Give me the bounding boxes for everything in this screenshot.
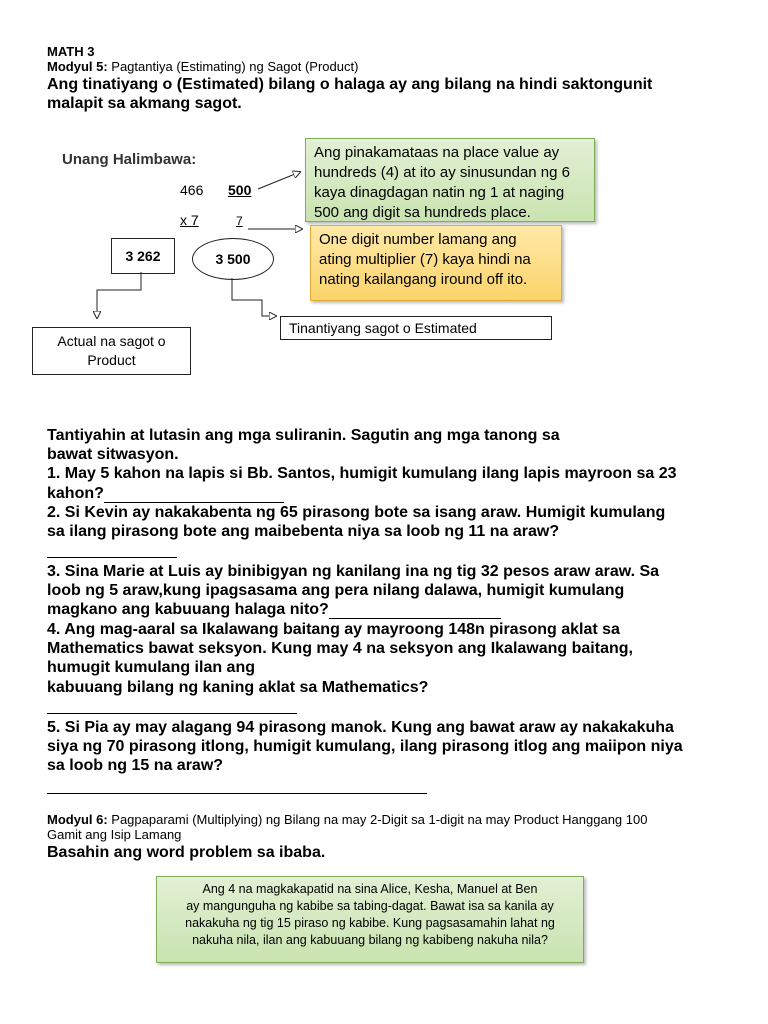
- question-line: Mathematics bawat seksyon. Kung may 4 na seksyon ang Ikalawang baitang,: [47, 640, 633, 657]
- actual-value-box: 3 262: [111, 238, 175, 274]
- question-text: kahon?: [47, 485, 104, 502]
- estimated-label-box: Tinantiyang sagot o Estimated: [280, 316, 552, 340]
- answer-blank-1[interactable]: [104, 486, 284, 503]
- question-line: sa ilang pirasong bote ang maibebenta niya sa loob ng 11 na araw?: [47, 523, 560, 540]
- green-note-line: hundreds (4) at ito ay sinusundan ng 6: [314, 164, 571, 181]
- exercise-instructions-2: bawat sitwasyon.: [47, 446, 179, 463]
- modul6-instruction: Basahin ang word problem sa ibaba.: [47, 844, 326, 861]
- actual-label-line1: Actual na sagot o: [57, 333, 166, 349]
- word-problem-line: nakuha nila, ilan ang kabuuang bilang ng kabibeng nakuha nila?: [192, 933, 548, 947]
- question-line: 5. Si Pia ay may alagang 94 pirasong manok. Kung ang bawat araw ay nakakakuha: [47, 719, 674, 736]
- example-rounded1: 500: [228, 182, 252, 198]
- question-line: 2. Si Kevin ay nakakabenta ng 65 pirasong bote sa isang araw. Humigit kumulang: [47, 504, 666, 521]
- example-arrows: [0, 0, 768, 400]
- question-line: kabuuang bilang ng kaning aklat sa Mathematics?: [47, 679, 429, 696]
- answer-blank-5[interactable]: [47, 793, 427, 794]
- arrow-to-estimated-label: [232, 278, 276, 316]
- example-num1: 466: [180, 182, 204, 198]
- answer-blank-3[interactable]: [329, 602, 501, 619]
- question-line: 1. May 5 kahon na lapis si Bb. Santos, humigit kumulang ilang lapis mayroon sa 23: [47, 465, 677, 482]
- intro-line-2: malapit sa akmang sagot.: [47, 95, 242, 112]
- modul6-label: Modyul 6:: [47, 812, 108, 827]
- estimated-value-ellipse: 3 500: [192, 238, 274, 280]
- answer-blank-4[interactable]: [47, 713, 297, 714]
- question-text: magkano ang kabuuang halaga nito?: [47, 601, 329, 618]
- example-mult: x 7: [180, 212, 199, 228]
- green-note-line: Ang pinakamataas na place value ay: [314, 144, 560, 161]
- question-line: humugit kumulang ilan ang: [47, 659, 255, 676]
- subject-title: MATH 3: [47, 44, 95, 59]
- word-problem-line: ay mangunguha ng kabibe sa tabing-dagat. Bawat isa sa kanila ay: [186, 899, 554, 913]
- arrow-to-green-note: [258, 172, 300, 189]
- exercise-instructions-1: Tantiyahin at lutasin ang mga suliranin. Sagutin ang mga tanong sa: [47, 427, 560, 444]
- intro-line-1: Ang tinatiyang o (Estimated) bilang o halaga ay ang bilang na hindi saktongunit: [47, 76, 653, 93]
- arrow-to-actual-label: [97, 272, 141, 318]
- actual-label-line2: Product: [87, 352, 136, 368]
- question-line: 3. Sina Marie at Luis ay binibigyan ng kanilang ina ng tig 32 pesos araw araw. Sa: [47, 563, 660, 580]
- modul6-title-1: Pagpaparami (Multiplying) ng Bilang na may 2-Digit sa 1-digit na may Product Hanggang 100: [107, 812, 648, 827]
- word-problem-line: Ang 4 na magkakapatid na sina Alice, Kesha, Manuel at Ben: [202, 882, 538, 896]
- green-note-line: 500 ang digit sa hundreds place.: [314, 204, 531, 221]
- word-problem-line: nakakuha ng tig 15 piraso ng kabibe. Kung pagsasamahin lahat ng: [185, 916, 555, 930]
- example-mult-rounded: 7: [236, 214, 243, 228]
- question-line: [47, 600, 501, 619]
- question-line: 4. Ang mag-aaral sa Ikalawang baitang ay mayroong 148n pirasong aklat sa: [47, 621, 620, 638]
- question-line: sa loob ng 15 na araw?: [47, 757, 224, 774]
- question-line: loob ng 5 araw,kung ipagsasama ang pera nilang dalawa, humigit kumulang: [47, 582, 625, 599]
- modul6-heading: [47, 812, 647, 827]
- modul6-title-2: Gamit ang Isip Lamang: [47, 827, 182, 842]
- modul5-title: Pagtantiya (Estimating) ng Sagot (Product): [107, 59, 359, 74]
- question-line: [47, 484, 284, 503]
- word-problem-box: [156, 876, 584, 963]
- yellow-note-line: nating kailangang iround off ito.: [319, 271, 528, 288]
- green-note-line: kaya dinagdagan natin ng 1 at naging: [314, 184, 565, 201]
- yellow-note-line: One digit number lamang ang: [319, 231, 517, 248]
- yellow-note-line: ating multiplier (7) kaya hindi na: [319, 251, 531, 268]
- example-heading: Unang Halimbawa:: [62, 151, 197, 168]
- answer-blank-2[interactable]: [47, 557, 177, 558]
- modul5-label: Modyul 5:: [47, 59, 108, 74]
- question-line: siya ng 70 pirasong itlong, humigit kumulang, ilang pirasong itlog ang maiipon niya: [47, 738, 683, 755]
